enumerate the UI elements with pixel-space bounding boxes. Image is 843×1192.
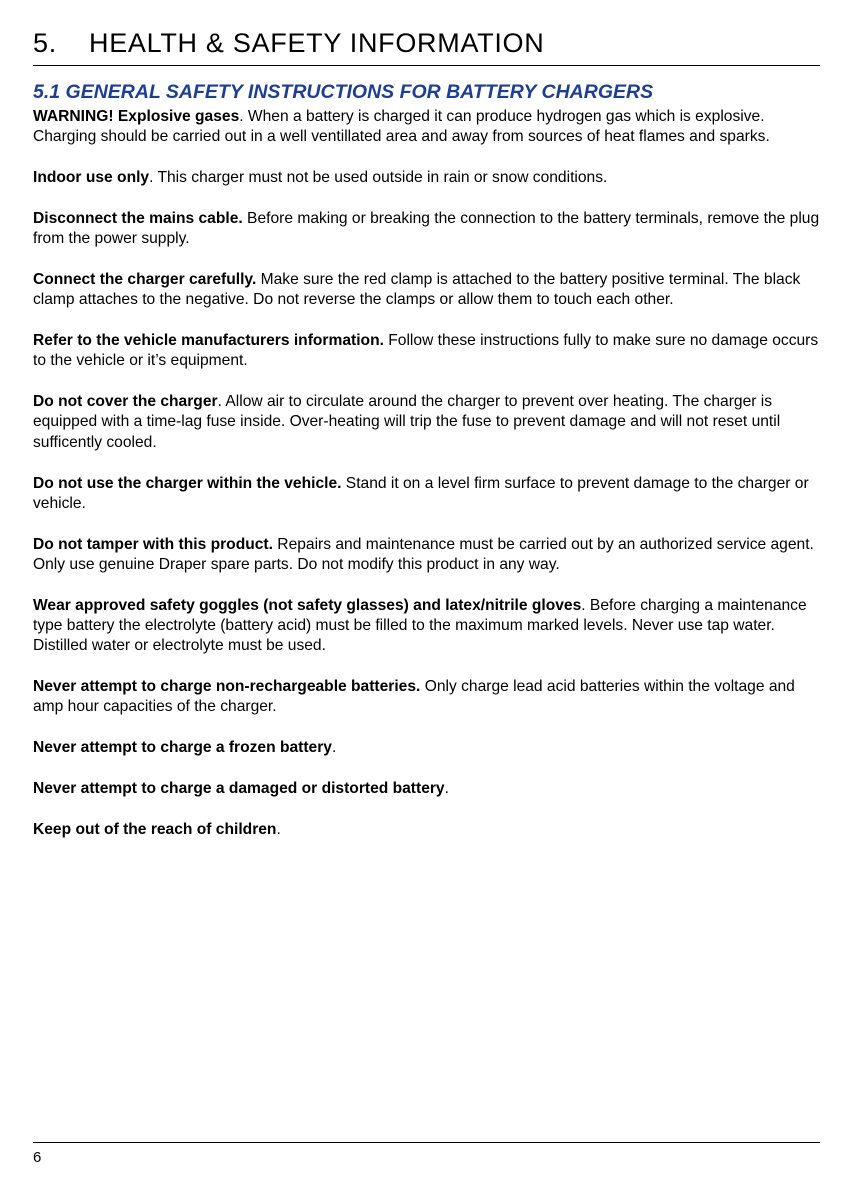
instruction-text: . (444, 780, 449, 798)
instruction-manufacturer-info (33, 331, 820, 372)
instruction-text: Make sure the red clamp is attached to the battery positive terminal. The black clamp attaches to the negative. Do not reverse the clamps or allow them to touch each other. (33, 270, 801, 309)
instruction-text: Only charge lead acid batteries within the voltage and amp hour capacities of the charger. (33, 678, 795, 716)
instruction-text: . When a battery is charged it can produce hydrogen gas which is explosive. Charging should be carried out in a well ventillated area and away from sources of heat flames and sparks. (33, 108, 770, 146)
instruction-text: . (331, 739, 337, 757)
instruction-lead: Do not tamper with this product. (33, 535, 273, 553)
instruction-lead: Never attempt to charge a frozen battery (33, 739, 332, 757)
chapter-number: 5. (33, 28, 57, 58)
instruction-text: Follow these instructions fully to make sure no damage occurs to the vehicle or it’s equipment. (33, 332, 819, 370)
instruction-do-not-cover (33, 392, 820, 453)
instruction-children (33, 820, 820, 840)
title-divider (33, 65, 820, 66)
instruction-lead: Never attempt to charge a damaged or distorted battery (33, 780, 445, 798)
instruction-do-not-tamper (33, 535, 820, 576)
instruction-non-rechargeable (33, 677, 820, 718)
instruction-lead: WARNING! Explosive gases (33, 108, 240, 125)
instruction-lead: Disconnect the mains cable. (33, 209, 243, 227)
page-number: 6 (33, 1149, 42, 1166)
instruction-frozen-battery (33, 738, 820, 758)
instruction-lead: Keep out of the reach of children (33, 820, 277, 838)
instruction-text: Stand it on a level firm surface to prevent damage to the charger or vehicle. (33, 474, 809, 512)
instruction-indoor-use (33, 168, 820, 188)
instruction-lead: Connect the charger carefully. (33, 270, 257, 288)
instruction-protective-equipment (33, 596, 820, 657)
chapter-title: HEALTH & SAFETY INFORMATION (89, 28, 545, 58)
instruction-text: . Before charging a maintenance type battery the electrolyte (battery acid) must be filled to the maximum marked levels. Never use tap water. Distilled water or electrolyte must be used. (33, 596, 807, 655)
instruction-not-in-vehicle (33, 474, 820, 515)
instruction-lead: Indoor use only (33, 169, 150, 187)
instruction-lead: Do not use the charger within the vehicle. (33, 474, 342, 492)
instruction-text: . (276, 820, 281, 838)
instruction-damaged-battery (33, 779, 820, 799)
footer-divider (33, 1142, 820, 1143)
section-heading: 5.1 GENERAL SAFETY INSTRUCTIONS FOR BATTERY CHARGERS (33, 81, 654, 103)
instruction-text: . Allow air to circulate around the charger to prevent over heating. The charger is equipped with a time-lag fuse inside. Over-heating will trip the fuse to prevent damage and will not reset until sufficently cooled. (33, 393, 781, 451)
page-title (33, 26, 544, 60)
instruction-lead: Refer to the vehicle manufacturers information. (33, 332, 384, 350)
instruction-text: Before making or breaking the connection to the battery terminals, remove the plug from the power supply. (33, 209, 820, 248)
instruction-text: . This charger must not be used outside in rain or snow conditions. (149, 169, 608, 187)
instruction-disconnect-mains (33, 209, 820, 250)
safety-instructions-list (33, 107, 820, 861)
instruction-lead: Wear approved safety goggles (not safety glasses) and latex/nitrile gloves (33, 596, 582, 614)
instruction-connect-carefully (33, 270, 820, 311)
instruction-lead: Never attempt to charge non-rechargeable batteries. (33, 678, 421, 696)
instruction-lead: Do not cover the charger (33, 393, 218, 411)
instruction-explosive-gases (33, 107, 820, 148)
instruction-text: Repairs and maintenance must be carried out by an authorized service agent. Only use genuine Draper spare parts. Do not modify this product in any way. (33, 535, 814, 573)
